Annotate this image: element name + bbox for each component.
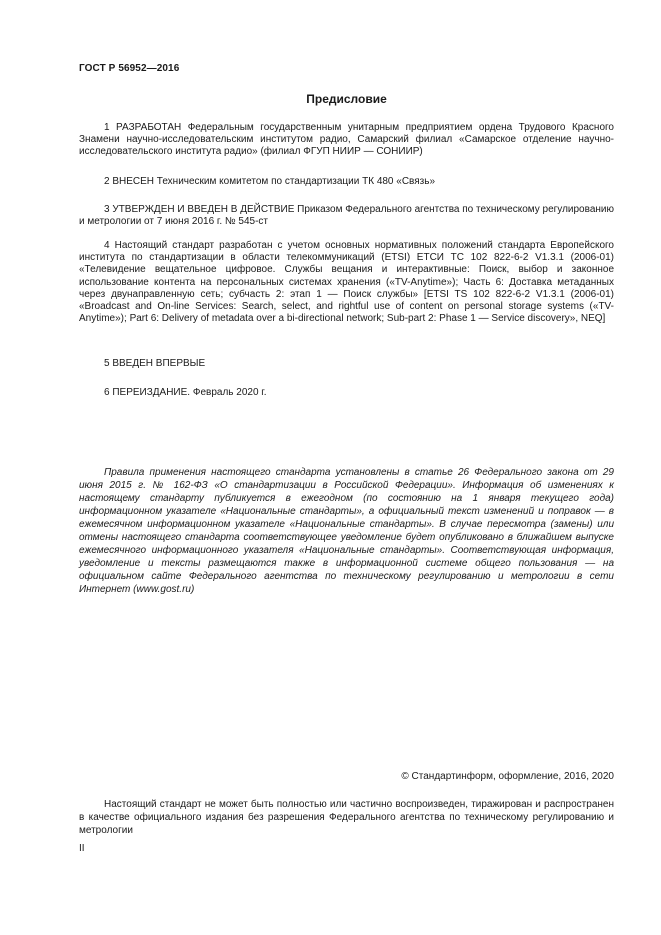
foreword-item-text: 3 УТВЕРЖДЕН И ВВЕДЕН В ДЕЙСТВИЕ Приказом Федерального агентства по техническому регулированию и метрологии от 7 июня 2016 г. № 545-ст [79,204,614,228]
foreword-item-6 [79,387,614,399]
foreword-title: Предисловие [306,92,387,106]
standard-code: ГОСТ Р 56952—2016 [79,63,180,74]
application-rules-notice [79,466,614,596]
foreword-item-2 [79,176,614,188]
foreword-item-1 [79,122,614,159]
copyright-line: © Стандартинформ, оформление, 2016, 2020 [401,771,614,782]
reprint-restriction [79,798,614,837]
foreword-item-text: 4 Настоящий стандарт разработан с учетом основных нормативных положений стандарта Европейского института по стандартизации в области телекоммуникаций (ETSI) ЕТСИ ТС 102 822-6-2 V1.3.1 (2006-01) «Телевидение вещательное цифровое. Службы вещания и интерактивные: Поиск, выбор и законное использование контента на персональных системах хранения («TV-Anytime»); Часть 6: Доставка метаданных через двунаправленную сеть; субчасть 2: этап 1 — Поиск службы» [ETSI TS 102 822-6-2 V1.3.1 (2006-01) «Broadcast and On-line Services: Search, select, and rightful use of content on personal storage systems («TV-Anytime»); Part 6: Delivery of metadata over a bi-directional network; Sub-part 2: Phase 1 — Service discovery», NEQ] [79,240,614,325]
reprint-text: Настоящий стандарт не может быть полностью или частично воспроизведен, тиражирован и распространен в качестве официального издания без разрешения Федерального агентства по техническому регулированию и метрологии [79,799,614,836]
notice-text: Правила применения настоящего стандарта установлены в статье 26 Федерального закона от 29 июня 2015 г. № 162-ФЗ «О стандартизации в Российской Федерации». Информация об изменениях к настоящему стандарту публикуется в ежегодном (по состоянию на 1 января текущего года) информационном указателе «Национальные стандарты», а официальный текст изменений и поправок — в ежемесячном информационном указателе «Национальные стандарты». В случае пересмотра (замены) или отмены настоящего стандарта соответствующее уведомление будет опубликовано в ближайшем выпуске ежемесячного информационного указателя «Национальные стандарты». Соответствующая информация, уведомление и тексты размещаются также в информационной системе общего пользования — на официальном сайте Федерального агентства по техническому регулированию и метрологии в сети Интернет (www.gost.ru) [79,467,614,595]
foreword-item-text: 2 ВНЕСЕН Техническим комитетом по стандартизации ТК 480 «Связь» [104,176,436,187]
foreword-item-4 [79,240,614,325]
foreword-item-text: 5 ВВЕДЕН ВПЕРВЫЕ [104,358,206,369]
foreword-item-text: 6 ПЕРЕИЗДАНИЕ. Февраль 2020 г. [104,387,267,398]
page-number: II [79,843,85,854]
foreword-item-5 [79,358,614,370]
foreword-item-3 [79,204,614,228]
foreword-item-text: 1 РАЗРАБОТАН Федеральным государственным унитарным предприятием ордена Трудового Красного Знамени научно-исследовательским институтом радио, Самарский филиал «Самарское отделение научно-исследовательского института радио» (филиал ФГУП НИИР — СОНИИР) [79,122,614,158]
